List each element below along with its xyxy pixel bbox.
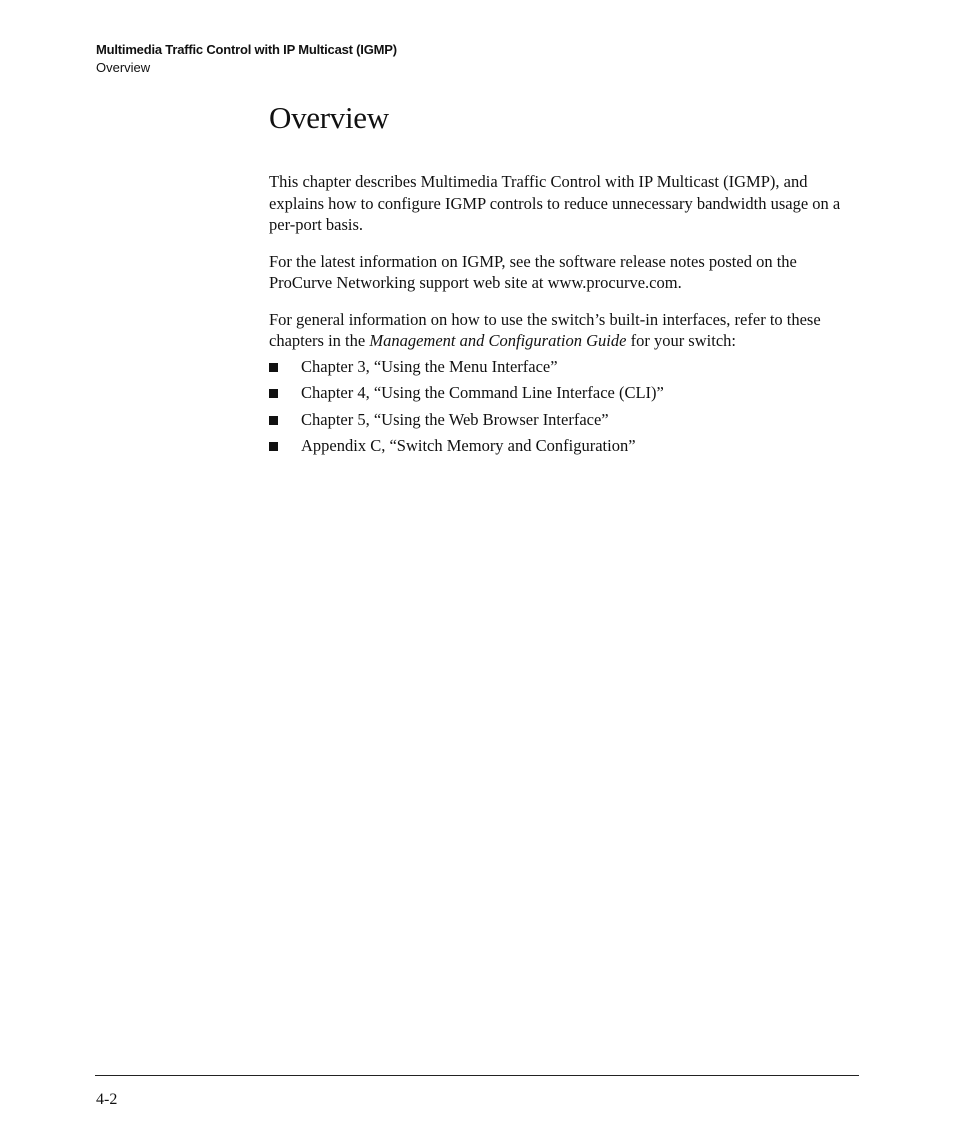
page-number: 4-2	[96, 1091, 118, 1108]
running-head-section-title: Overview	[96, 60, 151, 75]
list-item	[269, 435, 861, 457]
intro-paragraph: This chapter describes Multimedia Traffic Control with IP Multicast (IGMP), and explains how to configure IGMP controls to reduce unnecessary bandwidth usage on a per-port basis.	[269, 172, 841, 234]
square-bullet-icon	[269, 363, 278, 372]
list-item-text: Chapter 3, “Using the Menu Interface”	[301, 356, 558, 376]
reference-text-before: For general information on how to use the switch’s built-in interfaces, refer to these chapters in the	[269, 309, 821, 350]
list-item-text: Appendix C, “Switch Memory and Configuration”	[301, 436, 636, 455]
running-head-chapter-title: Multimedia Traffic Control with IP Multicast (IGMP)	[96, 42, 397, 57]
list-item-text: Chapter 4, “Using the Command Line Interface (CLI)”	[301, 383, 664, 402]
list-item	[269, 382, 861, 404]
list-item	[269, 356, 861, 378]
list-item	[269, 409, 861, 431]
release-notes-paragraph: For the latest information on IGMP, see the software release notes posted on the ProCurve Networking support web site at www.procurve.com.	[269, 251, 797, 292]
running-head	[96, 41, 397, 77]
guide-title: Management and Configuration Guide	[369, 331, 627, 350]
square-bullet-icon	[269, 416, 278, 425]
page-title: Overview	[269, 100, 389, 135]
list-item-text: Chapter 5, “Using the Web Browser Interface”	[301, 409, 609, 429]
square-bullet-icon	[269, 442, 278, 451]
reference-paragraph	[269, 309, 861, 352]
footer-divider	[95, 1075, 859, 1076]
main-content	[269, 98, 861, 462]
square-bullet-icon	[269, 389, 278, 398]
chapter-list	[269, 356, 861, 457]
reference-text-after: for your switch:	[626, 331, 736, 350]
